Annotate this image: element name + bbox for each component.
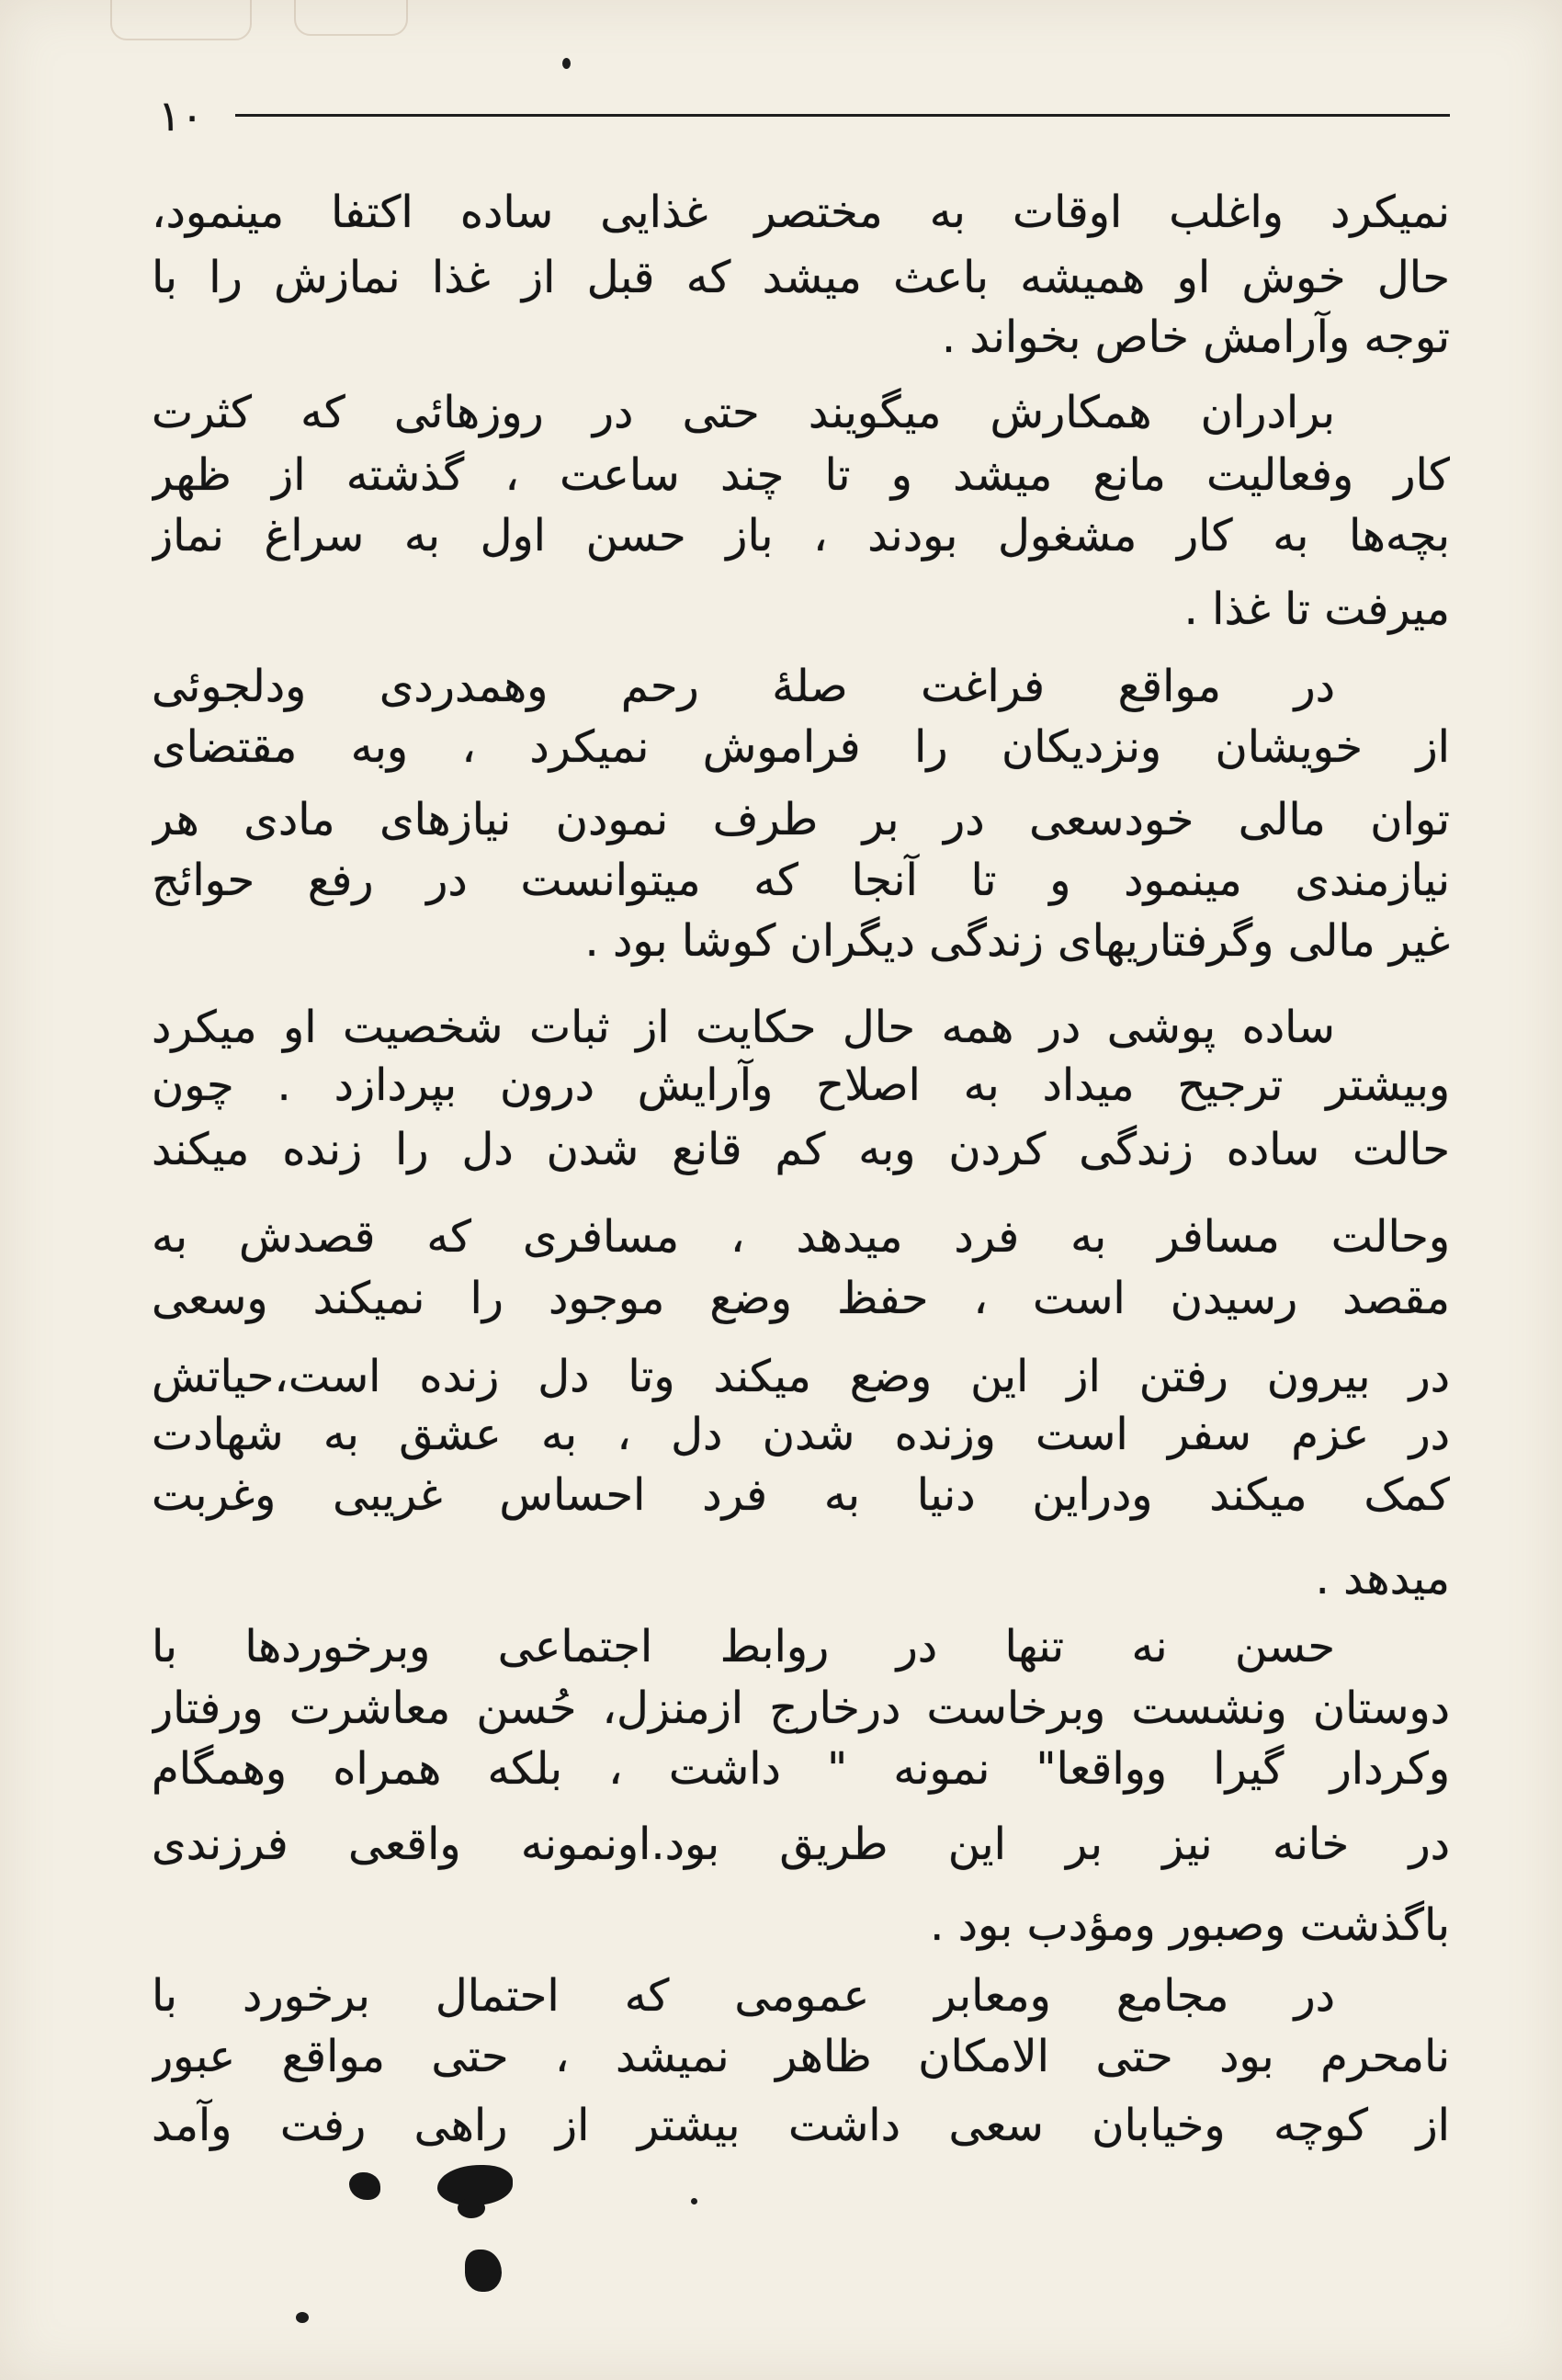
ink-stain xyxy=(349,2172,380,2200)
text-line: نامحرم بود حتی الامکان ظاهر نمیشد ، حتی مواقع عبور xyxy=(152,2031,1450,2082)
ink-speck xyxy=(691,2198,697,2204)
ink-stain xyxy=(458,2198,485,2218)
text-line: حسن نه تنها در روابط اجتماعی وبرخوردها با xyxy=(152,1621,1335,1672)
ink-speck xyxy=(562,58,571,69)
text-line: نمیکرد واغلب اوقات به مختصر غذایی ساده اکتفا مینمود، xyxy=(152,187,1450,238)
ink-stain xyxy=(465,2250,502,2292)
text-line: حالت ساده زندگی کردن وبه کم قانع شدن دل را زنده میکند xyxy=(152,1124,1450,1175)
text-line: از کوچه وخیابان سعی داشت بیشتر از راهی رفت وآمد xyxy=(152,2100,1450,2151)
text-line: وبیشتر ترجیح میداد به اصلاح وآرایش درون بپردازد . چون xyxy=(152,1060,1450,1111)
faint-stamp-mark xyxy=(294,0,408,36)
text-line: غیر مالی وگرفتاریهای زندگی دیگران کوشا بود . xyxy=(584,915,1450,967)
text-line: دوستان ونشست وبرخاست درخارج ازمنزل، حُسن معاشرت ورفتار xyxy=(152,1683,1450,1734)
text-line: حال خوش او همیشه باعث میشد که قبل از غذا نمازش را با xyxy=(152,252,1450,303)
text-line: باگذشت وصبور ومؤدب بود . xyxy=(930,1899,1450,1951)
faint-stamp-mark xyxy=(110,0,252,40)
text-line: برادران همکارش میگویند حتی در روزهائی که کثرت xyxy=(152,387,1335,438)
text-line: ساده پوشی در همه حال حکایت از ثبات شخصیت او میکرد xyxy=(152,1002,1335,1053)
ink-speck xyxy=(296,2312,309,2323)
text-line: توجه وآرامش خاص بخواند . xyxy=(941,312,1450,363)
header-rule xyxy=(235,114,1450,117)
text-line: نیازمندی مینمود و تا آنجا که میتوانست در رفع حوائج xyxy=(152,855,1450,906)
text-line: میدهد . xyxy=(1315,1553,1450,1604)
text-line: کار وفعالیت مانع میشد و تا چند ساعت ، گذشته از ظهر xyxy=(152,449,1450,501)
text-line: میرفت تا غذا . xyxy=(1183,584,1450,635)
text-line: توان مالی خودسعی در بر طرف نمودن نیازهای مادی هر xyxy=(152,794,1450,845)
text-line: کمک میکند ودراین دنیا به فرد احساس غریبی وغربت xyxy=(152,1469,1450,1521)
text-line: در عزم سفر است وزنده شدن دل ، به عشق به شهادت xyxy=(152,1409,1450,1460)
text-line: در بیرون رفتن از این وضع میکند وتا دل زنده است،حیاتش xyxy=(152,1351,1450,1402)
text-line: از خویشان ونزدیکان را فراموش نمیکرد ، وبه مقتضای xyxy=(152,721,1450,773)
text-line: مقصد رسیدن است ، حفظ وضع موجود را نمیکند وسعی xyxy=(152,1273,1450,1324)
text-line: وکردار گیرا وواقعا" نمونه " داشت ، بلکه همراه وهمگام xyxy=(152,1743,1450,1795)
text-line: وحالت مسافر به فرد میدهد ، مسافری که قصدش به xyxy=(152,1211,1450,1263)
text-line: در مجامع ومعابر عمومی که احتمال برخورد با xyxy=(152,1970,1335,2022)
page-number: ۱۰ xyxy=(158,91,204,141)
text-line: بچه‌ها به کار مشغول بودند ، باز حسن اول به سراغ نماز xyxy=(152,510,1450,561)
text-line: در خانه نیز بر این طریق بود.اونمونه واقعی فرزندی xyxy=(152,1819,1450,1870)
text-line: در مواقع فراغت صلهٔ رحم وهمدردی ودلجوئی xyxy=(152,661,1335,712)
